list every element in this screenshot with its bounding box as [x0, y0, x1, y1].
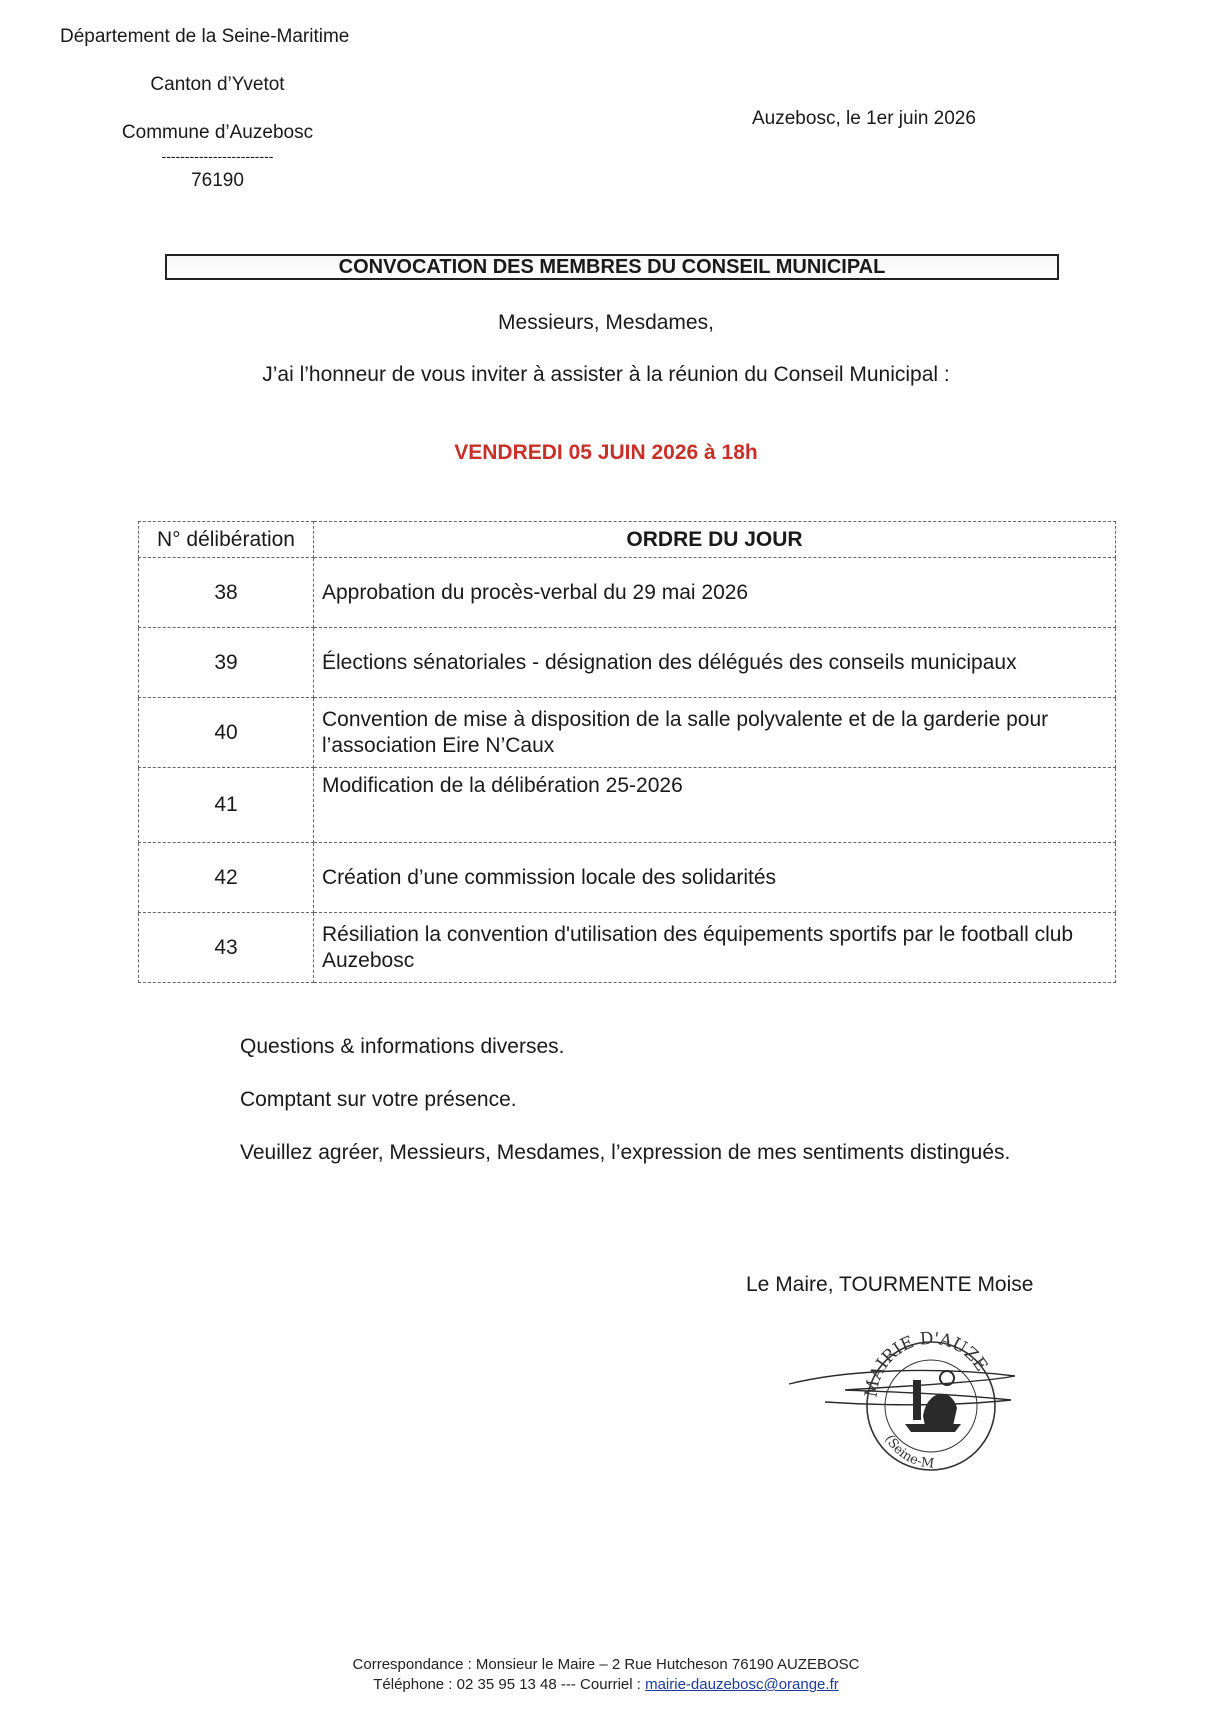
agenda-row [139, 628, 1116, 698]
regards-text: Veuillez agréer, Messieurs, Mesdames, l’expression de mes sentiments distingués. [240, 1141, 1011, 1164]
agenda-num: 43 [139, 913, 314, 983]
footer-phone: Téléphone : 02 35 95 13 48 --- Courriel : [373, 1676, 646, 1693]
svg-text:MAIRIE D'AUZE [861, 1329, 991, 1399]
agenda-row [139, 698, 1116, 768]
town-hall-stamp [785, 1320, 1025, 1480]
agenda-header-row [139, 522, 1116, 558]
canton-label: Canton d’Yvetot [150, 74, 285, 95]
commune-label: Commune d’Auzebosc [121, 122, 314, 143]
invitation-text: J’ai l’honneur de vous inviter à assister à la réunion du Conseil Municipal : [262, 363, 950, 386]
meeting-date: VENDREDI 05 JUIN 2026 à 18h [454, 441, 758, 464]
stamp-top-text: MAIRIE D'AUZE [861, 1328, 992, 1399]
agenda-num: 42 [139, 843, 314, 913]
agenda-text: Création d’une commission locale des solidarités [314, 843, 1116, 913]
agenda-table [138, 521, 1116, 983]
agenda-row [139, 843, 1116, 913]
page-title: CONVOCATION DES MEMBRES DU CONSEIL MUNICIPAL [165, 254, 1059, 280]
column-header-num: N° délibération [139, 522, 314, 558]
agenda-num: 41 [139, 768, 314, 843]
department-label: Département de la Seine-Maritime [60, 26, 350, 47]
agenda-num: 40 [139, 698, 314, 768]
presence-text: Comptant sur votre présence. [240, 1088, 517, 1111]
agenda-num: 39 [139, 628, 314, 698]
footer-email-link[interactable]: mairie-dauzebosc@orange.fr [645, 1676, 839, 1693]
questions-text: Questions & informations diverses. [240, 1035, 565, 1058]
agenda-text: Résiliation la convention d'utilisation des équipements sportifs par le football club Auzebosc [314, 913, 1116, 983]
footer-contact [0, 1676, 1212, 1693]
agenda-row [139, 768, 1116, 843]
place-date: Auzebosc, le 1er juin 2026 [752, 108, 976, 129]
postal-code: 76190 [191, 170, 244, 191]
agenda-row [139, 913, 1116, 983]
footer-address: Correspondance : Monsieur le Maire – 2 Rue Hutcheson 76190 AUZEBOSC [352, 1656, 860, 1673]
header-separator: ------------------------ [161, 148, 274, 164]
agenda-text: Approbation du procès-verbal du 29 mai 2026 [314, 558, 1116, 628]
agenda-text: Élections sénatoriales - désignation des délégués des conseils municipaux [314, 628, 1116, 698]
agenda-text: Modification de la délibération 25-2026 [314, 768, 1116, 843]
agenda-row [139, 558, 1116, 628]
agenda-num: 38 [139, 558, 314, 628]
agenda-text: Convention de mise à disposition de la salle polyvalente et de la garderie pour l’association Eire N’Caux [314, 698, 1116, 768]
stamp-bottom-text: (Seine-M [881, 1432, 935, 1472]
column-header-order: ORDRE DU JOUR [314, 522, 1116, 558]
salutation: Messieurs, Mesdames, [498, 311, 714, 334]
signature: Le Maire, TOURMENTE Moise [746, 1273, 1034, 1296]
